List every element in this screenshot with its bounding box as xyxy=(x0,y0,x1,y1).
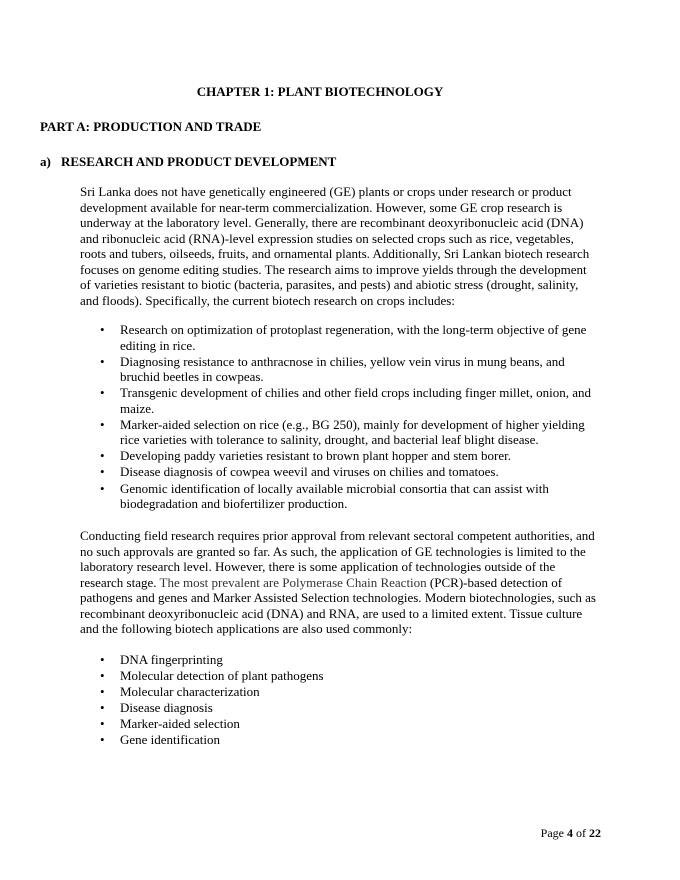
bullet-icon: • xyxy=(100,385,105,401)
section-title: RESEARCH AND PRODUCT DEVELOPMENT xyxy=(61,154,337,169)
bullet-icon: • xyxy=(100,416,105,432)
biotech-applications-list xyxy=(80,652,602,749)
list-item: • Developing paddy varieties resistant to brown plant hopper and stem borer. xyxy=(100,448,511,464)
field-research-paragraph: Conducting field research requires prior approval from relevant sectoral competent authorities, and no such approvals are granted so far. As such, the application of GE technologies is limited to the laboratory research level. However, there is some application of technologies outside of the research stage. The most prevalent are Polymerase Chain Reaction (PCR)-based detection of pathogens and genes and Marker Assisted Selection technologies. Modern biotechnologies, such as recombinant deoxyribonucleic acid (DNA) and RNA, are used to a limited extent. Tissue culture and the following biotech applications are also used commonly: xyxy=(80,528,596,636)
biotech-research-list xyxy=(80,322,602,512)
current-page-number: 4 xyxy=(567,826,573,840)
bullet-icon: • xyxy=(100,700,105,716)
bullet-icon: • xyxy=(100,716,105,732)
chapter-title: CHAPTER 1: PLANT BIOTECHNOLOGY xyxy=(196,84,444,99)
section-marker: a) xyxy=(40,154,51,169)
list-item: • Disease diagnosis of cowpea weevil and viruses on chilies and tomatoes. xyxy=(100,464,499,480)
bullet-icon: • xyxy=(100,732,105,748)
intro-paragraph: Sri Lanka does not have genetically engineered (GE) plants or crops under research or product development available for near-term commercialization. However, some GE crop research is underway at the laboratory level. Generally, there are recombinant deoxyribonucleic acid (DNA) and ribonucleic acid (RNA)-level expression studies on selected crops such as rice, vegetables, roots and tubers, oilseeds, fruits, and ornamental plants. Additionally, Sri Lankan biotech research focuses on genome editing studies. The research aims to improve yields through the development of varieties resistant to biotic (bacteria, parasites, and pests) and abiotic stress (drought, salinity, and floods). Specifically, the current biotech research on crops includes: xyxy=(80,184,590,308)
bullet-icon: • xyxy=(100,448,105,464)
list-item: • Marker-aided selection xyxy=(100,716,240,732)
list-item: • Disease diagnosis xyxy=(100,700,213,716)
list-item: • Genomic identification of locally available microbial consortia that can assist with biodegradation and biofertilizer production. xyxy=(100,480,549,512)
list-item: • Molecular characterization xyxy=(100,684,260,700)
bullet-icon: • xyxy=(100,684,105,700)
part-title: PART A: PRODUCTION AND TRADE xyxy=(40,119,262,134)
page-label: Page xyxy=(540,826,564,840)
of-label: of xyxy=(576,826,586,840)
list-item: • Research on optimization of protoplast regeneration, with the long-term objective of gene editing in rice. xyxy=(100,322,587,353)
list-item: • Diagnosing resistance to anthracnose in chilies, yellow vein virus in mung beans, and bruchid beetles in cowpeas. xyxy=(100,353,565,385)
list-item: • Gene identification xyxy=(100,732,220,748)
total-pages-number: 22 xyxy=(589,826,601,840)
list-item: • Molecular detection of plant pathogens xyxy=(100,668,324,684)
page-footer xyxy=(541,826,601,842)
bullet-icon: • xyxy=(100,652,105,667)
list-item: • Transgenic development of chilies and other field crops including finger millet, onion, and maize. xyxy=(100,385,592,416)
bullet-icon: • xyxy=(100,464,105,480)
section-heading xyxy=(40,154,336,170)
bullet-icon: • xyxy=(100,353,105,369)
bullet-icon: • xyxy=(100,480,105,496)
bullet-icon: • xyxy=(100,322,105,337)
bullet-icon: • xyxy=(100,668,105,684)
list-item: • DNA fingerprinting xyxy=(100,652,223,667)
list-item: • Marker-aided selection on rice (e.g., BG 250), mainly for development of higher yielding rice varieties with tolerance to salinity, drought, and bacterial leaf blight disease. xyxy=(100,416,585,448)
